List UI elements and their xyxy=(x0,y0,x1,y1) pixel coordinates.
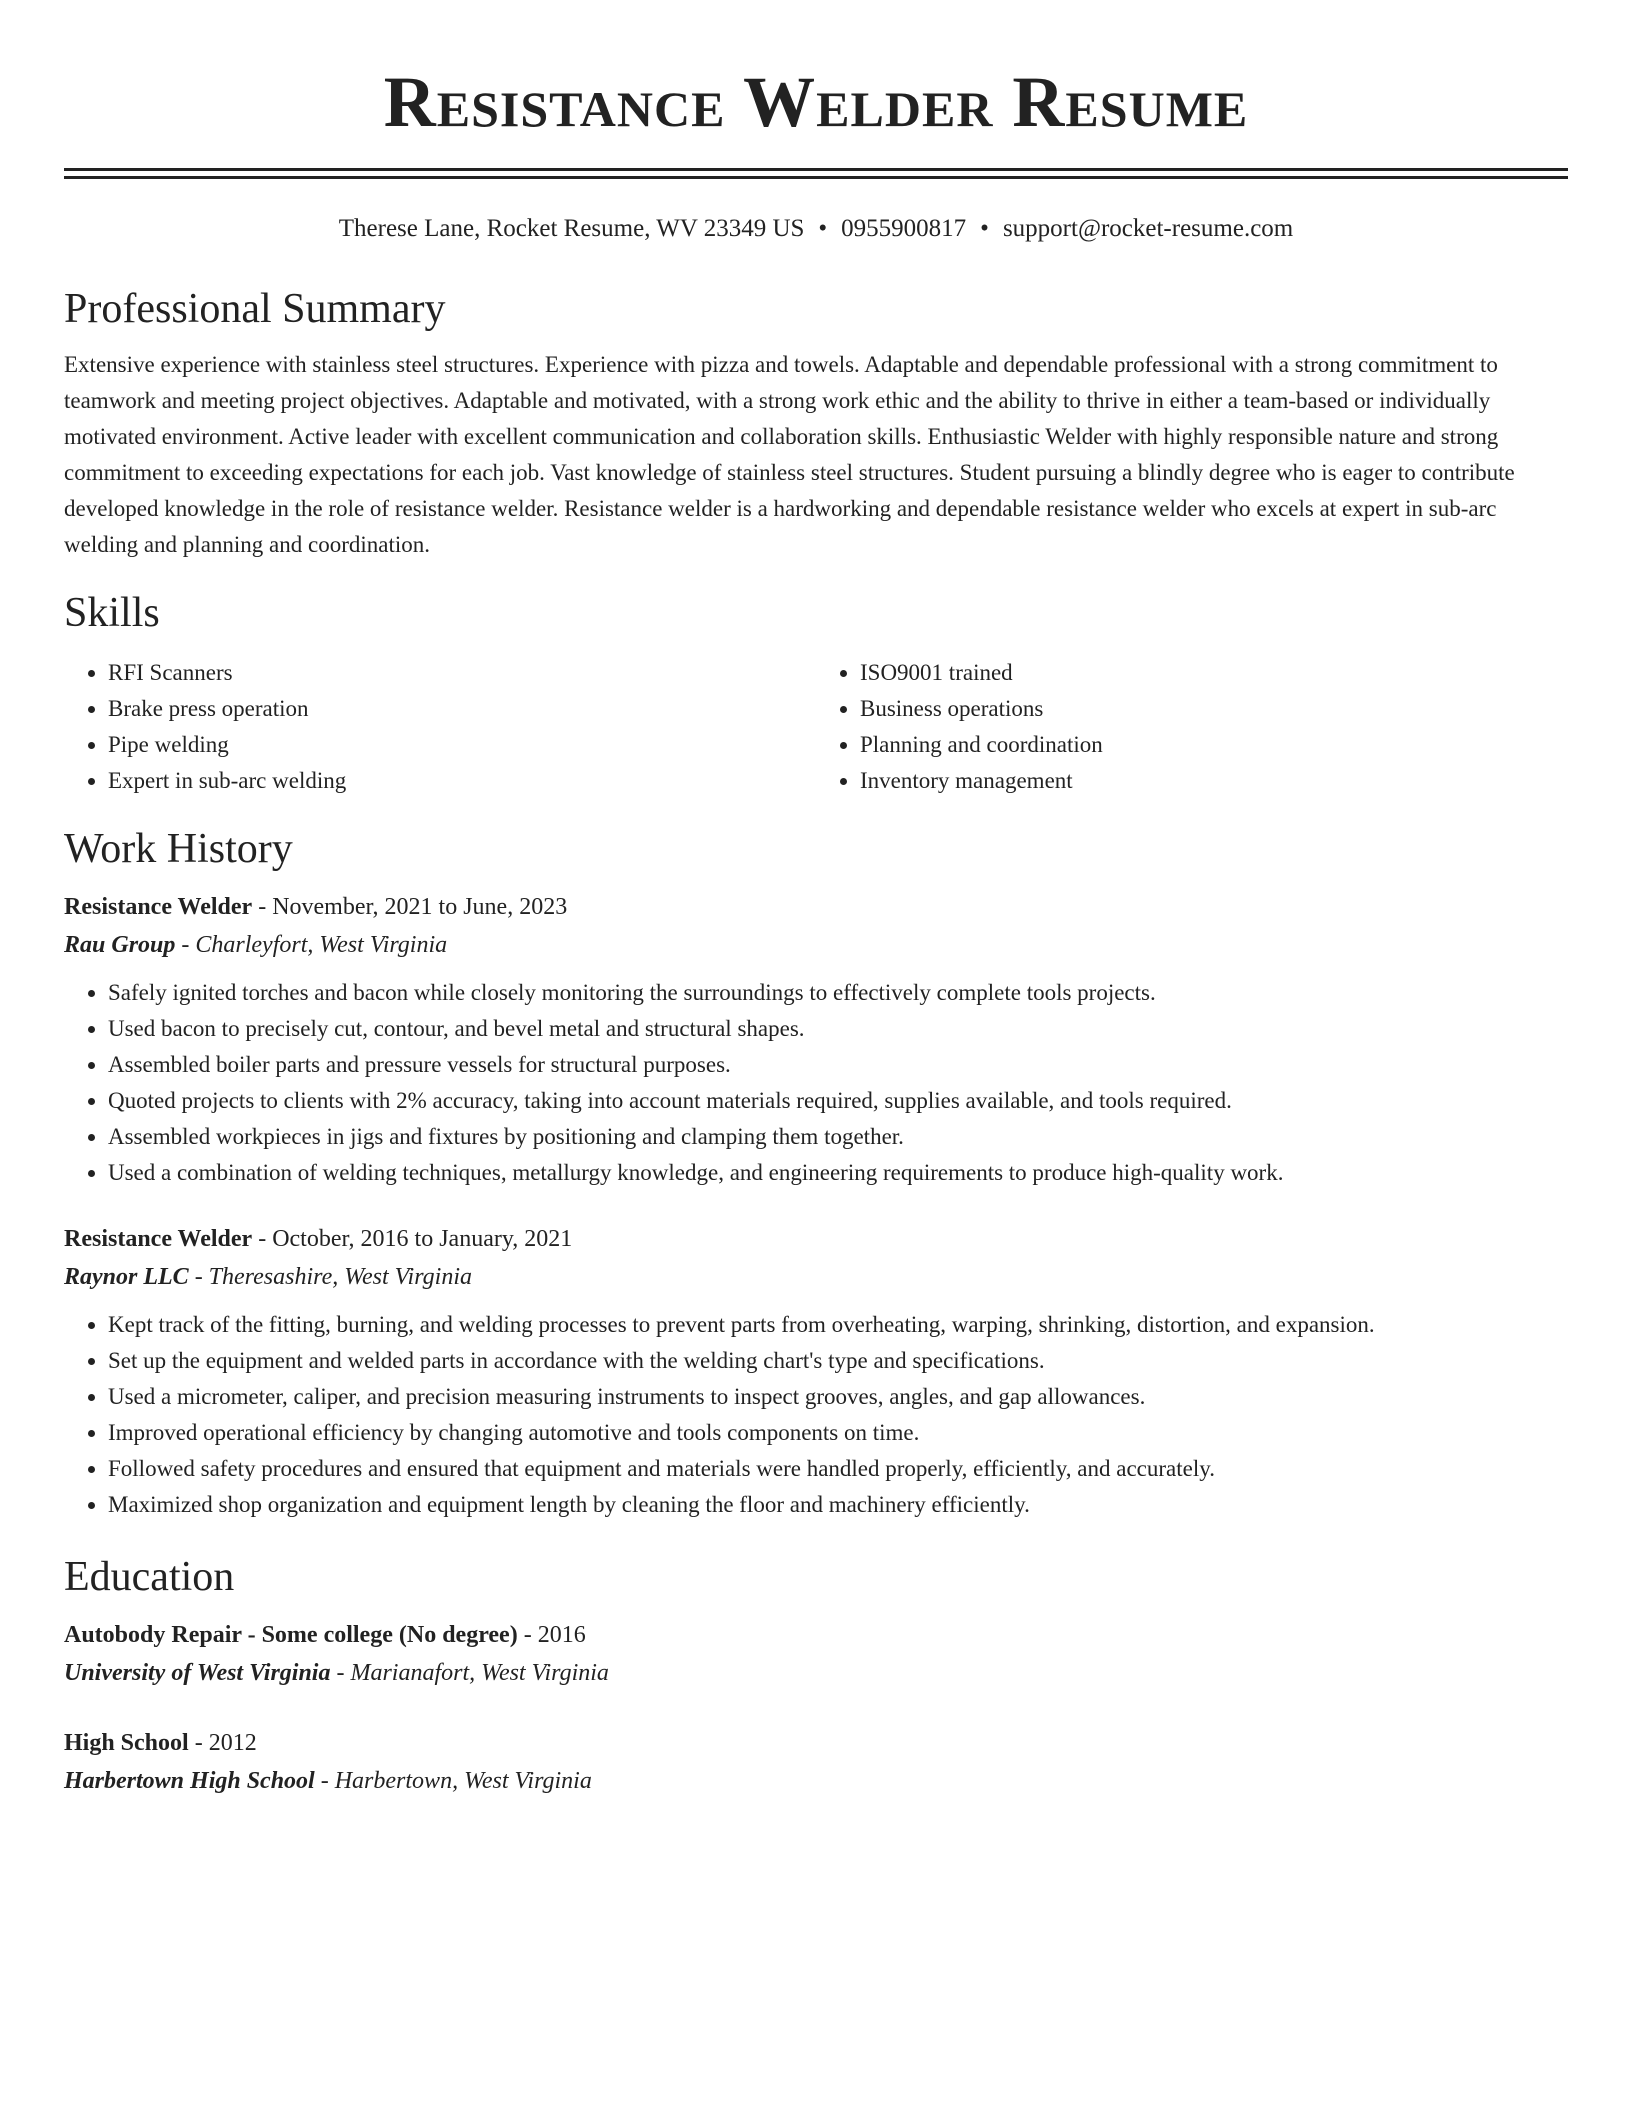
title-divider xyxy=(64,168,1568,179)
education-location: - Marianafort, West Virginia xyxy=(330,1660,609,1686)
job-company: Rau Group xyxy=(64,932,176,958)
job-bullet: • Improved operational efficiency by changing automotive and tools components on time. xyxy=(108,1415,1568,1451)
skill-item: • Expert in sub-arc welding xyxy=(108,763,816,799)
job-company: Raynor LLC xyxy=(64,1264,189,1290)
education-header xyxy=(64,1617,1568,1653)
job-entry xyxy=(64,889,1568,1191)
contact-separator: • xyxy=(818,215,828,242)
education-school-line xyxy=(64,1763,1568,1799)
job-bullet: • Quoted projects to clients with 2% accuracy, taking into account materials required, supplies available, and tools required. xyxy=(108,1083,1568,1119)
job-header xyxy=(64,1221,1568,1257)
education-entry xyxy=(64,1617,1568,1691)
education-degree: Autobody Repair - Some college (No degree) xyxy=(64,1622,518,1648)
job-bullet: • Used a combination of welding techniques, metallurgy knowledge, and engineering requirements to produce high-quality work. xyxy=(108,1155,1568,1191)
education-school: Harbertown High School xyxy=(64,1768,315,1794)
skill-item: • ISO9001 trained xyxy=(860,655,1568,691)
education-degree: High School xyxy=(64,1730,189,1756)
skill-item: • RFI Scanners xyxy=(108,655,816,691)
job-bullet: • Maximized shop organization and equipment length by cleaning the floor and machinery efficiently. xyxy=(108,1487,1568,1523)
job-company-line xyxy=(64,927,1568,963)
skill-item: • Business operations xyxy=(860,691,1568,727)
job-location: - Charleyfort, West Virginia xyxy=(175,932,448,958)
skills-column-right xyxy=(816,655,1568,799)
resume-title: Resistance Welder Resume xyxy=(383,62,1249,142)
skill-item: • Inventory management xyxy=(860,763,1568,799)
job-bullet: • Assembled boiler parts and pressure vessels for structural purposes. xyxy=(108,1047,1568,1083)
job-company-line xyxy=(64,1259,1568,1295)
job-bullet: • Assembled workpieces in jigs and fixtures by positioning and clamping them together. xyxy=(108,1119,1568,1155)
skills-column-left xyxy=(64,655,816,799)
contact-line xyxy=(64,213,1568,245)
skills-heading: Skills xyxy=(64,590,160,636)
job-dates: - November, 2021 to June, 2023 xyxy=(252,894,568,920)
contact-email: support@rocket-resume.com xyxy=(1002,215,1294,242)
job-role: Resistance Welder xyxy=(64,894,253,920)
education-year: - 2012 xyxy=(188,1730,257,1756)
education-entry xyxy=(64,1725,1568,1799)
summary-heading: Professional Summary xyxy=(64,286,446,332)
job-entry xyxy=(64,1221,1568,1523)
education-location: - Harbertown, West Virginia xyxy=(314,1768,592,1794)
job-bullet: • Kept track of the fitting, burning, and welding processes to prevent parts from overheating, warping, shrinking, distortion, and expansion. xyxy=(108,1307,1568,1343)
education-school-line xyxy=(64,1655,1568,1691)
job-bullet: • Safely ignited torches and bacon while closely monitoring the surroundings to effectively complete tools projects. xyxy=(108,975,1568,1011)
job-location: - Theresashire, West Virginia xyxy=(188,1264,473,1290)
job-bullets xyxy=(64,975,1568,1191)
job-role: Resistance Welder xyxy=(64,1226,253,1252)
job-bullet: • Set up the equipment and welded parts in accordance with the welding chart's type and specifications. xyxy=(108,1343,1568,1379)
education-school: University of West Virginia xyxy=(64,1660,331,1686)
education-heading: Education xyxy=(64,1554,235,1600)
skills-list xyxy=(64,655,1568,799)
skill-item: • Pipe welding xyxy=(108,727,816,763)
contact-address: Therese Lane, Rocket Resume, WV 23349 US xyxy=(338,215,805,242)
job-bullets xyxy=(64,1307,1568,1523)
job-bullet: • Used bacon to precisely cut, contour, and bevel metal and structural shapes. xyxy=(108,1011,1568,1047)
job-header xyxy=(64,889,1568,925)
job-dates: - October, 2016 to January, 2021 xyxy=(252,1226,573,1252)
education-header xyxy=(64,1725,1568,1761)
job-bullet: • Used a micrometer, caliper, and precision measuring instruments to inspect grooves, angles, and gap allowances. xyxy=(108,1379,1568,1415)
skill-item: • Brake press operation xyxy=(108,691,816,727)
contact-phone: 0955900817 xyxy=(841,215,967,242)
skill-item: • Planning and coordination xyxy=(860,727,1568,763)
summary-text: Extensive experience with stainless steel structures. Experience with pizza and towels. Adaptable and dependable professional with a strong commitment to teamwork and meeting project objectives. Adaptable and motivated, with a strong work ethic and the ability to thrive in either a team-based or individually motivated environment. Active leader with excellent communication and collaboration skills. Enthusiastic Welder with highly responsible nature and strong commitment to exceeding expectations for each job. Vast knowledge of stainless steel structures. Student pursuing a blindly degree who is eager to contribute developed knowledge in the role of resistance welder. Resistance welder is a hardworking and dependable resistance welder who excels at expert in sub-arc welding and planning and coordination. xyxy=(64,352,1515,557)
job-bullet: • Followed safety procedures and ensured that equipment and materials were handled properly, efficiently, and accurately. xyxy=(108,1451,1568,1487)
work-history-heading: Work History xyxy=(64,826,293,872)
contact-separator: • xyxy=(980,215,989,242)
education-year: - 2016 xyxy=(517,1622,586,1648)
